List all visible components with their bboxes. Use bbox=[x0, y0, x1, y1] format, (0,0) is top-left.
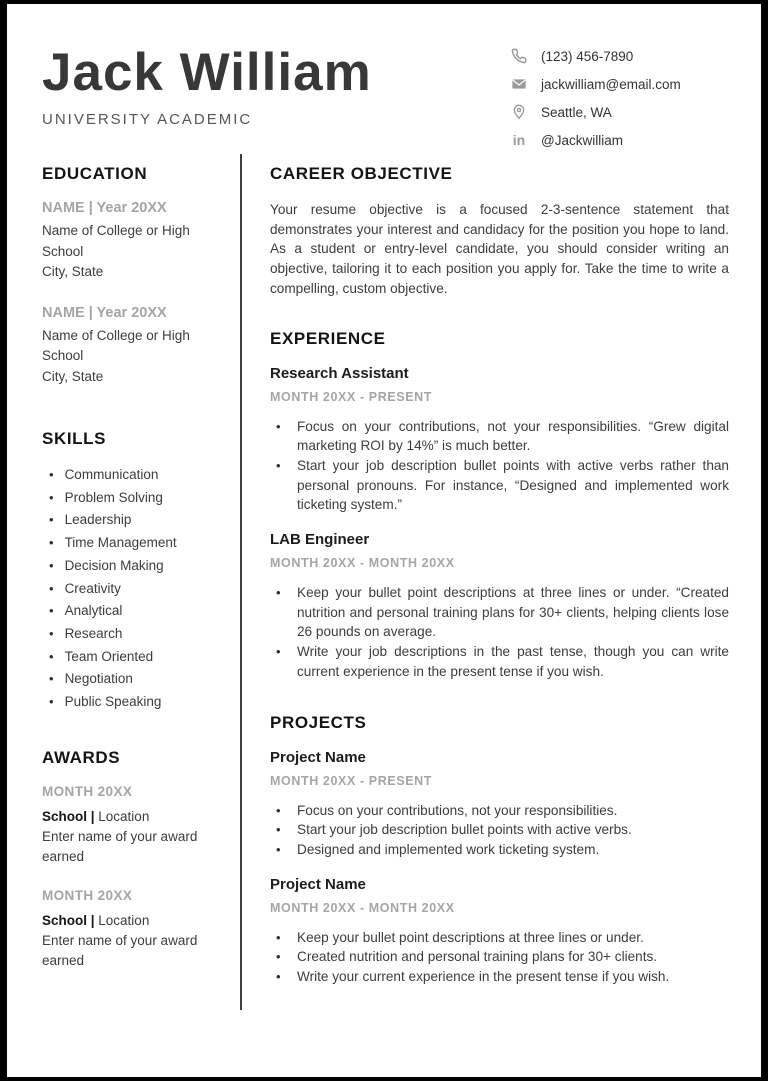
skill-item: • Analytical bbox=[49, 600, 218, 623]
career-objective-text: Your resume objective is a focused 2-3-sentence statement that demonstrates your interest and candidacy for the position you hope to land. As a student or entry-level candidate, you should consider writing an objective, tailoring it to each position you apply for. Take the time to write a compelling, custom objective. bbox=[270, 202, 729, 296]
bullet-item: • Focus on your contributions, not your responsibilities. “Grew digital marketing ROI by 14%” is much better. bbox=[276, 418, 729, 454]
job-title: Research Assistant bbox=[270, 364, 409, 382]
skill-item: • Time Management bbox=[49, 532, 218, 555]
main-column bbox=[242, 154, 761, 1010]
awards-heading: AWARDS bbox=[42, 747, 121, 767]
bullet-item: • Designed and implemented work ticketing system. bbox=[276, 840, 729, 860]
project-bullets bbox=[270, 801, 729, 860]
skills-list bbox=[42, 464, 218, 714]
project-dates: MONTH 20XX - PRESENT bbox=[270, 773, 433, 788]
education-heading: EDUCATION bbox=[42, 164, 148, 183]
bullet-icon: • bbox=[276, 802, 281, 818]
bullet-icon: • bbox=[276, 841, 281, 857]
person-title: UNIVERSITY ACADEMIC bbox=[42, 111, 253, 129]
award-school: School | bbox=[42, 912, 95, 928]
award-location: Location bbox=[94, 808, 150, 824]
location-text: Seattle, WA bbox=[541, 104, 612, 120]
education-school: Name of College or High School bbox=[42, 327, 190, 363]
education-school: Name of College or High School bbox=[42, 223, 190, 259]
project-title: Project Name bbox=[270, 748, 366, 766]
award-school: School | bbox=[42, 808, 95, 824]
career-objective-section bbox=[270, 164, 729, 299]
education-entry-title: NAME | Year 20XX bbox=[42, 200, 167, 216]
awards-section bbox=[42, 748, 218, 971]
bullet-item: • Write your current experience in the present tense if you wish. bbox=[276, 967, 729, 987]
education-entry bbox=[42, 305, 218, 388]
bullet-icon: • bbox=[276, 822, 281, 838]
skill-item: • Team Oriented bbox=[49, 646, 218, 669]
bullet-item: • Start your job description bullet points with active verbs rather than personal pronouns. For instance, “Designed and implemented work ticketing system.” bbox=[276, 457, 729, 513]
award-date: MONTH 20XX bbox=[42, 887, 133, 903]
bullet-icon: • bbox=[49, 625, 54, 641]
header bbox=[7, 4, 761, 154]
bullet-icon: • bbox=[49, 467, 54, 482]
email-icon bbox=[511, 76, 527, 92]
body-columns bbox=[7, 154, 761, 1010]
skill-item: • Leadership bbox=[49, 509, 218, 532]
bullet-icon: • bbox=[276, 644, 281, 660]
bullet-icon: • bbox=[49, 557, 54, 573]
project-dates: MONTH 20XX - MONTH 20XX bbox=[270, 900, 455, 915]
award-school-line bbox=[42, 911, 218, 931]
bullet-item: • Focus on your contributions, not your responsibilities. bbox=[276, 801, 729, 821]
bullet-icon: • bbox=[276, 929, 281, 945]
bullet-icon: • bbox=[49, 580, 54, 596]
career-objective-heading: CAREER OBJECTIVE bbox=[270, 164, 453, 183]
skill-item: • Decision Making bbox=[49, 555, 218, 578]
bullet-icon: • bbox=[49, 512, 54, 528]
phone-icon bbox=[511, 48, 527, 64]
contact-phone bbox=[511, 48, 729, 64]
skill-item: • Negotiation bbox=[49, 668, 218, 691]
education-entry bbox=[42, 200, 218, 283]
contact-block bbox=[511, 48, 729, 148]
skill-item: • Public Speaking bbox=[49, 691, 218, 714]
bullet-icon: • bbox=[276, 949, 281, 965]
award-entry bbox=[42, 888, 218, 971]
experience-section bbox=[270, 329, 729, 682]
experience-heading: EXPERIENCE bbox=[270, 328, 386, 348]
bullet-item: • Start your job description bullet points with active verbs. bbox=[276, 820, 729, 840]
job-bullets bbox=[270, 583, 729, 682]
education-city: City, State bbox=[42, 368, 104, 384]
award-location: Location bbox=[94, 912, 150, 928]
contact-location bbox=[511, 104, 729, 120]
bullet-item: • Write your job descriptions in the past tense, though you can write current experience in the present tense if you wish. bbox=[276, 644, 729, 679]
projects-section bbox=[270, 713, 729, 987]
education-list bbox=[42, 200, 218, 387]
bullet-icon: • bbox=[276, 418, 281, 434]
skills-heading: SKILLS bbox=[42, 429, 107, 448]
bullet-item: • Keep your bullet point descriptions at three lines or under. bbox=[276, 928, 729, 948]
project-entry bbox=[270, 876, 729, 987]
job-dates: MONTH 20XX - PRESENT bbox=[270, 389, 433, 404]
bullet-icon: • bbox=[49, 535, 54, 551]
linkedin-handle[interactable]: @Jackwilliam bbox=[541, 132, 623, 148]
award-description: Enter name of your award earned bbox=[42, 932, 198, 968]
job-entry bbox=[270, 365, 729, 516]
award-entry bbox=[42, 784, 218, 867]
bullet-icon: • bbox=[49, 489, 54, 505]
identity-block bbox=[42, 44, 372, 128]
job-dates: MONTH 20XX - MONTH 20XX bbox=[270, 556, 455, 571]
projects-heading: PROJECTS bbox=[270, 712, 367, 732]
bullet-icon: • bbox=[49, 603, 54, 619]
education-city: City, State bbox=[42, 264, 104, 279]
contact-linkedin bbox=[511, 132, 729, 148]
project-bullets bbox=[270, 928, 729, 987]
email-address[interactable]: jackwilliam@email.com bbox=[541, 76, 681, 92]
linkedin-icon: in bbox=[512, 132, 526, 148]
skill-item: • Problem Solving bbox=[49, 487, 218, 510]
awards-list bbox=[42, 784, 218, 971]
education-entry-title: NAME | Year 20XX bbox=[42, 304, 167, 321]
education-section bbox=[42, 164, 218, 387]
contact-email bbox=[511, 76, 729, 92]
bullet-icon: • bbox=[49, 671, 54, 687]
skills-section bbox=[42, 429, 218, 714]
sidebar bbox=[7, 154, 240, 1010]
location-icon bbox=[511, 104, 527, 120]
bullet-icon: • bbox=[276, 457, 281, 473]
bullet-item: • Created nutrition and personal training plans for 30+ clients. bbox=[276, 947, 729, 967]
person-name: Jack William bbox=[42, 43, 372, 102]
bullet-icon: • bbox=[276, 969, 281, 985]
award-school-line bbox=[42, 807, 218, 827]
award-date: MONTH 20XX bbox=[42, 783, 133, 799]
job-entry bbox=[270, 531, 729, 682]
bullet-item: • Keep your bullet point descriptions at three lines or under. “Created nutrition and personal training plans for 30+ clients, helping clients lose 26 pounds on average. bbox=[276, 585, 729, 640]
job-title: LAB Engineer bbox=[270, 531, 370, 549]
award-description: Enter name of your award earned bbox=[42, 828, 198, 864]
skill-item: • Communication bbox=[49, 464, 218, 487]
phone-number: (123) 456-7890 bbox=[541, 48, 634, 64]
project-entry bbox=[270, 749, 729, 860]
skill-item: • Creativity bbox=[49, 578, 218, 601]
bullet-icon: • bbox=[276, 585, 281, 601]
project-title: Project Name bbox=[270, 875, 366, 893]
bullet-icon: • bbox=[49, 694, 54, 710]
job-bullets bbox=[270, 417, 729, 516]
skill-item: • Research bbox=[49, 623, 218, 646]
bullet-icon: • bbox=[49, 648, 54, 664]
